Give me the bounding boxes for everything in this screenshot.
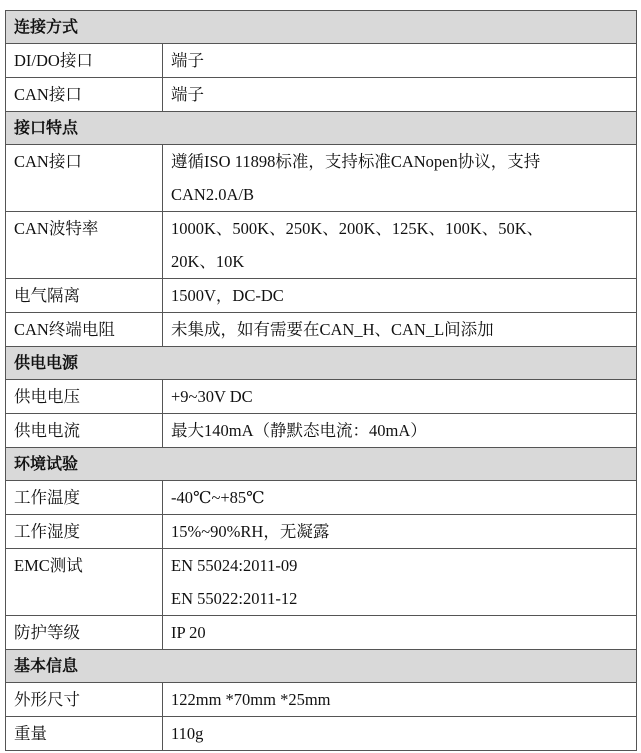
spec-value-line: 20K、10K (171, 252, 245, 271)
spec-value (163, 279, 637, 313)
spec-value-line: 端子 (171, 85, 204, 104)
spec-value-line: 最大140mA（静默态电流：40mA） (171, 421, 427, 440)
spec-value (163, 481, 637, 515)
spec-row (6, 414, 637, 448)
spec-value-line: 110g (171, 724, 204, 743)
spec-label: EMC测试 (6, 549, 163, 616)
section-header-row (6, 11, 637, 44)
spec-value-line: -40℃~+85℃ (171, 488, 265, 507)
spec-table (5, 10, 637, 751)
spec-row (6, 717, 637, 751)
spec-value-line: EN 55022:2011-12 (171, 589, 298, 608)
spec-label: CAN终端电阻 (6, 313, 163, 347)
spec-row (6, 549, 637, 616)
spec-label: 供电电流 (6, 414, 163, 448)
spec-value-line: CAN2.0A/B (171, 185, 254, 204)
spec-label: CAN波特率 (6, 212, 163, 279)
section-title: 连接方式 (6, 11, 637, 44)
spec-row (6, 380, 637, 414)
spec-value-line: 1000K、500K、250K、200K、125K、100K、50K、 (171, 219, 544, 238)
spec-label: 防护等级 (6, 616, 163, 650)
section-header-row (6, 448, 637, 481)
spec-value (163, 683, 637, 717)
spec-value (163, 313, 637, 347)
spec-value (163, 212, 637, 279)
spec-value-line: IP 20 (171, 623, 206, 642)
spec-label: 工作湿度 (6, 515, 163, 549)
spec-row (6, 313, 637, 347)
spec-label: 供电电压 (6, 380, 163, 414)
section-header-row (6, 347, 637, 380)
spec-value (163, 380, 637, 414)
spec-value-line: 1500V，DC-DC (171, 286, 284, 305)
spec-label: 工作温度 (6, 481, 163, 515)
spec-label: 重量 (6, 717, 163, 751)
section-header-row (6, 112, 637, 145)
spec-value-line: 端子 (171, 51, 204, 70)
section-title: 基本信息 (6, 650, 637, 683)
spec-row (6, 279, 637, 313)
spec-value (163, 44, 637, 78)
spec-value-line: 未集成，如有需要在CAN_H、CAN_L间添加 (171, 320, 494, 339)
section-header-row (6, 650, 637, 683)
spec-value (163, 616, 637, 650)
spec-row (6, 78, 637, 112)
spec-label: CAN接口 (6, 78, 163, 112)
spec-value (163, 717, 637, 751)
section-title: 接口特点 (6, 112, 637, 145)
spec-value-line: 15%~90%RH，无凝露 (171, 522, 330, 541)
spec-value (163, 78, 637, 112)
spec-row (6, 212, 637, 279)
spec-row (6, 683, 637, 717)
spec-value-line: +9~30V DC (171, 387, 253, 406)
section-title: 供电电源 (6, 347, 637, 380)
section-title: 环境试验 (6, 448, 637, 481)
spec-row (6, 515, 637, 549)
spec-label: 外形尺寸 (6, 683, 163, 717)
spec-value (163, 515, 637, 549)
spec-value-line: 遵循ISO 11898标准，支持标准CANopen协议，支持 (171, 152, 541, 171)
spec-table-body (6, 11, 637, 751)
spec-row (6, 145, 637, 212)
spec-value (163, 549, 637, 616)
spec-value (163, 145, 637, 212)
spec-label: CAN接口 (6, 145, 163, 212)
spec-row (6, 616, 637, 650)
spec-row (6, 44, 637, 78)
spec-value-line: 122mm *70mm *25mm (171, 690, 331, 709)
spec-label: DI/DO接口 (6, 44, 163, 78)
spec-value-line: EN 55024:2011-09 (171, 556, 298, 575)
spec-label: 电气隔离 (6, 279, 163, 313)
spec-row (6, 481, 637, 515)
spec-value (163, 414, 637, 448)
